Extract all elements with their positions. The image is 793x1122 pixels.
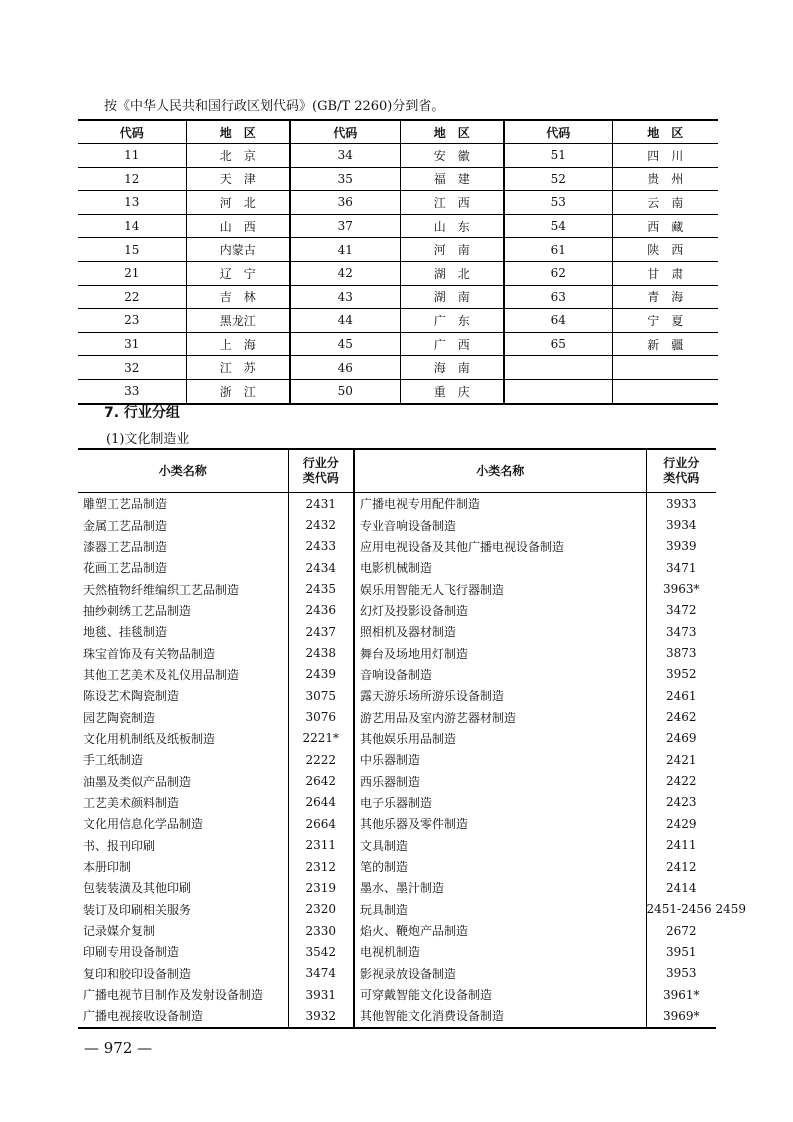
category-name-cell: 其他工艺美术及礼仪用品制造 [78,664,288,685]
table-row [78,578,716,599]
table-row [78,770,716,791]
category-name-cell: 抽纱刺绣工艺品制造 [78,600,288,621]
category-code-cell: 2438 [288,642,354,663]
region-name-cell: 甘 肃 [612,261,718,285]
category-name-cell: 手工纸制造 [78,749,288,770]
region-code-cell: 32 [78,356,186,380]
category-code-cell: 3939 [665,539,697,554]
table-row [78,144,718,168]
category-name-cell: 工艺美术颜料制造 [78,792,288,813]
region-code-cell: 12 [78,167,186,191]
region-name-cell: 北 京 [186,144,290,168]
table-row [78,191,718,215]
region-code-cell: 42 [290,261,400,285]
table-row [78,514,716,535]
industry-table-body [78,493,746,1028]
category-code-cell: 2429 [665,816,697,831]
table-row [78,664,716,685]
column-header-code [646,449,716,493]
region-name-cell: 宁 夏 [612,309,718,333]
category-code-cell: 2311 [288,835,354,856]
region-code-cell: 11 [78,144,186,168]
region-name-cell [612,356,718,380]
region-code-cell: 15 [78,238,186,262]
region-code-cell: 37 [290,214,400,238]
column-header-name: 小类名称 [354,449,646,493]
region-name-cell: 辽 宁 [186,261,290,285]
category-name-cell: 笔的制造 [354,856,646,877]
table-row [78,214,718,238]
header-line: 类代码 [663,471,700,485]
industry-classification-table [78,448,746,1029]
category-name-cell: 娱乐用智能无人飞行器制造 [354,578,646,599]
column-header-code: 代码 [504,120,612,144]
category-name-cell: 可穿戴智能文化设备制造 [354,984,646,1005]
column-header-region: 地 区 [186,120,290,144]
region-code-cell: 13 [78,191,186,215]
category-code-cell: 2422 [665,774,697,789]
category-code-cell: 3075 [288,685,354,706]
table-row [78,167,718,191]
category-code-cell: 2330 [288,920,354,941]
category-code-cell: 3952 [665,667,697,682]
region-code-cell: 62 [504,261,612,285]
category-code-cell: 3472 [665,603,697,618]
category-code-cell: 2320 [288,899,354,920]
header-line: 行业分 [663,456,700,470]
category-name-cell: 影视录放设备制造 [354,963,646,984]
region-code-cell: 43 [290,285,400,309]
table-row [78,920,716,941]
category-code-cell: 2672 [665,923,697,938]
region-code-cell: 23 [78,309,186,333]
category-name-cell: 露天游乐场所游乐设备制造 [354,685,646,706]
region-table-header [78,120,718,144]
category-name-cell: 文具制造 [354,835,646,856]
category-name-cell: 焰火、鞭炮产品制造 [354,920,646,941]
region-code-cell: 31 [78,332,186,356]
column-header-code: 代码 [78,120,186,144]
category-code-cell: 3963* [662,582,700,597]
category-name-cell: 电子乐器制造 [354,792,646,813]
category-name-cell: 包装装潢及其他印刷 [78,877,288,898]
region-name-cell: 陕 西 [612,238,718,262]
table-row [78,835,716,856]
region-code-cell: 63 [504,285,612,309]
region-name-cell: 河 北 [186,191,290,215]
category-code-cell: 2437 [288,621,354,642]
header-line: 类代码 [302,471,339,485]
region-name-cell: 吉 林 [186,285,290,309]
category-name-cell: 文化用机制纸及纸板制造 [78,728,288,749]
table-row [78,379,718,403]
category-code-cell: 3931 [288,984,354,1005]
category-code-cell: 3873 [665,646,697,661]
region-code-cell: 33 [78,379,186,403]
table-row [78,963,716,984]
table-row [78,536,716,557]
category-code-cell: 2642 [288,770,354,791]
category-code-cell: 3969* [662,1008,700,1023]
category-name-cell: 电影机械制造 [354,557,646,578]
region-name-cell: 天 津 [186,167,290,191]
category-name-cell: 天然植物纤维编织工艺品制造 [78,578,288,599]
category-code-cell: 3474 [288,963,354,984]
region-name-cell: 河 南 [400,238,504,262]
category-name-cell: 雕塑工艺品制造 [78,493,288,515]
category-name-cell: 其他娱乐用品制造 [354,728,646,749]
category-code-cell: 2431 [288,493,354,515]
category-code-cell: 2462 [665,710,697,725]
column-header-code [288,449,354,493]
table-row [78,877,716,898]
category-name-cell: 园艺陶瓷制造 [78,706,288,727]
category-name-cell: 漆器工艺品制造 [78,536,288,557]
region-name-cell [612,379,718,403]
region-name-cell: 浙 江 [186,379,290,403]
category-code-cell: 2664 [288,813,354,834]
category-name-cell: 装订及印刷相关服务 [78,899,288,920]
category-code-cell: 2423 [665,795,697,810]
category-code-cell: 2461 [665,688,697,703]
category-code-cell: 2319 [288,877,354,898]
region-code-cell: 41 [290,238,400,262]
category-name-cell: 照相机及器材制造 [354,621,646,642]
region-name-cell: 海 南 [400,356,504,380]
table-row [78,621,716,642]
category-code-cell: 3932 [288,1005,354,1027]
category-name-cell: 其他乐器及零件制造 [354,813,646,834]
category-name-cell: 花画工艺品制造 [78,557,288,578]
region-code-cell: 50 [290,379,400,403]
category-code-cell: 2412 [665,859,697,874]
table-row [78,238,718,262]
category-name-cell: 幻灯及投影设备制造 [354,600,646,621]
category-name-cell: 专业音响设备制造 [354,514,646,535]
region-name-cell: 广 西 [400,332,504,356]
table-row [78,856,716,877]
table-row [78,557,716,578]
region-name-cell: 山 西 [186,214,290,238]
category-name-cell: 文化用信息化学品制造 [78,813,288,834]
region-code-cell: 21 [78,261,186,285]
region-code-cell: 35 [290,167,400,191]
region-name-cell: 云 南 [612,191,718,215]
region-code-cell: 44 [290,309,400,333]
column-header-name: 小类名称 [78,449,288,493]
page-number: — 972 — [84,1039,153,1057]
column-header-code: 代码 [290,120,400,144]
category-name-cell: 墨水、墨汁制造 [354,877,646,898]
region-code-cell: 52 [504,167,612,191]
region-table-body [78,144,718,404]
category-name-cell: 书、报刊印刷 [78,835,288,856]
category-name-cell: 本册印制 [78,856,288,877]
region-name-cell: 四 川 [612,144,718,168]
header-line: 行业分 [302,456,339,470]
region-code-cell: 36 [290,191,400,215]
category-name-cell: 应用电视设备及其他广播电视设备制造 [354,536,646,557]
category-code-cell: 3471 [665,560,697,575]
table-row [78,728,716,749]
table-row [78,642,716,663]
table-row [78,332,718,356]
table-row [78,984,716,1005]
region-code-cell: 54 [504,214,612,238]
category-name-cell: 舞台及场地用灯制造 [354,642,646,663]
region-code-cell: 34 [290,144,400,168]
table-row [78,600,716,621]
region-name-cell: 新 疆 [612,332,718,356]
category-name-cell: 西乐器制造 [354,770,646,791]
table-row [78,941,716,962]
region-code-cell: 53 [504,191,612,215]
region-code-cell: 65 [504,332,612,356]
category-code-cell: 2434 [288,557,354,578]
category-code-cell: 2436 [288,600,354,621]
table-row [78,261,718,285]
region-name-cell: 福 建 [400,167,504,191]
category-code-cell: 3076 [288,706,354,727]
region-name-cell: 黑龙江 [186,309,290,333]
region-name-cell: 湖 南 [400,285,504,309]
table-row [78,285,718,309]
region-code-cell: 46 [290,356,400,380]
category-code-cell: 3951 [665,944,697,959]
region-code-cell: 51 [504,144,612,168]
table-row [78,813,716,834]
region-name-cell: 江 西 [400,191,504,215]
intro-text: 按《中华人民共和国行政区划代码》(GB/T 2260)分到省。 [104,99,445,114]
section-heading: 7. 行业分组 [104,405,180,421]
category-code-cell: 3961* [662,987,700,1002]
category-name-cell: 印刷专用设备制造 [78,941,288,962]
category-name-cell: 珠宝首饰及有关物品制造 [78,642,288,663]
category-code-cell: 2432 [288,514,354,535]
region-name-cell: 山 东 [400,214,504,238]
subsection-heading: (1)文化制造业 [106,432,190,447]
category-code-cell: 2411 [665,838,697,853]
table-row [78,899,716,920]
category-name-cell: 玩具制造 [354,899,646,920]
region-name-cell: 重 庆 [400,379,504,403]
region-code-cell: 61 [504,238,612,262]
category-code-cell: 3953 [665,966,697,981]
category-name-cell: 广播电视专用配件制造 [354,493,646,515]
category-code-cell: 2435 [288,578,354,599]
category-name-cell: 游艺用品及室内游艺器材制造 [354,706,646,727]
category-name-cell: 广播电视接收设备制造 [78,1005,288,1027]
region-name-cell: 上 海 [186,332,290,356]
category-code-cell: 2222 [288,749,354,770]
region-code-cell [504,356,612,380]
region-code-cell: 64 [504,309,612,333]
category-name-cell: 记录媒介复制 [78,920,288,941]
region-name-cell: 西 藏 [612,214,718,238]
category-name-cell: 电视机制造 [354,941,646,962]
category-code-cell: 3542 [288,941,354,962]
table-row [78,792,716,813]
category-name-cell: 金属工艺品制造 [78,514,288,535]
region-code-cell [504,379,612,403]
category-code-cell: 2421 [665,752,697,767]
table-row [78,685,716,706]
region-name-cell: 安 徽 [400,144,504,168]
category-code-cell: 2221* [288,728,354,749]
category-name-cell: 中乐器制造 [354,749,646,770]
category-code-cell: 2469 [665,731,697,746]
industry-table-header [78,449,716,493]
table-row [78,493,716,515]
category-name-cell: 音响设备制造 [354,664,646,685]
table-row [78,706,716,727]
category-code-cell: 3933 [665,496,697,511]
table-row [78,749,716,770]
category-name-cell: 油墨及类似产品制造 [78,770,288,791]
table-row [78,1005,716,1027]
category-name-cell: 复印和胶印设备制造 [78,963,288,984]
category-name-cell: 陈设艺术陶瓷制造 [78,685,288,706]
region-name-cell: 内蒙古 [186,238,290,262]
table-row [78,309,718,333]
category-code-cell: 2439 [288,664,354,685]
category-code-cell: 2312 [288,856,354,877]
category-code-cell: 2644 [288,792,354,813]
region-name-cell: 贵 州 [612,167,718,191]
region-name-cell: 广 东 [400,309,504,333]
category-name-cell: 地毯、挂毯制造 [78,621,288,642]
category-name-cell: 广播电视节目制作及发射设备制造 [78,984,288,1005]
region-name-cell: 湖 北 [400,261,504,285]
column-header-region: 地 区 [612,120,718,144]
column-header-region: 地 区 [400,120,504,144]
region-code-cell: 14 [78,214,186,238]
region-code-cell: 22 [78,285,186,309]
region-name-cell: 江 苏 [186,356,290,380]
category-code-cell: 2451-2456 2459 [646,902,746,917]
region-code-cell: 45 [290,332,400,356]
table-row [78,356,718,380]
category-code-cell: 2414 [665,880,697,895]
category-code-cell: 3934 [665,518,697,533]
category-code-cell: 3473 [665,624,697,639]
category-code-cell: 2433 [288,536,354,557]
category-name-cell: 其他智能文化消费设备制造 [354,1005,646,1027]
region-name-cell: 青 海 [612,285,718,309]
region-code-table [78,119,718,405]
